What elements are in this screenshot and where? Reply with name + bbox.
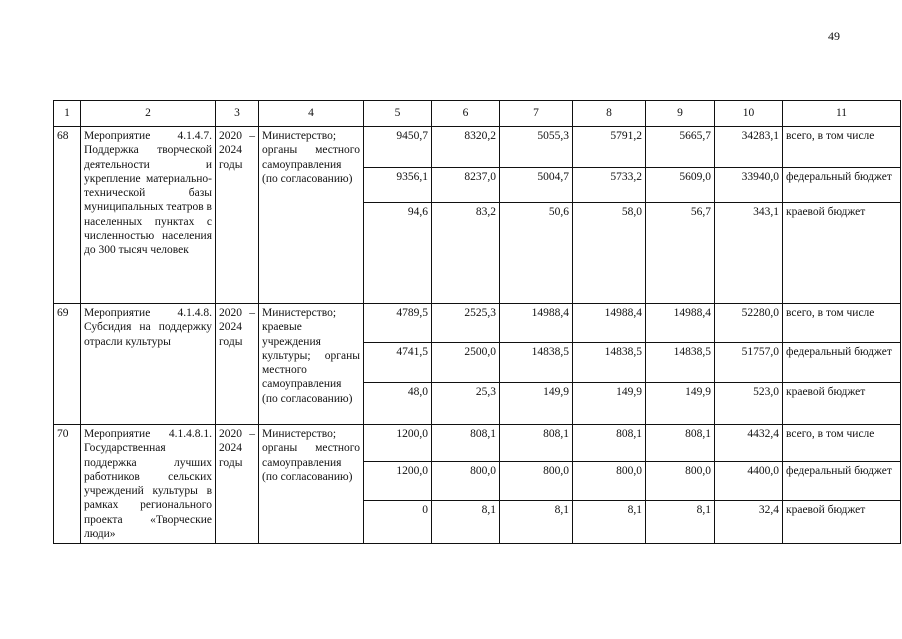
header-cell: 2 bbox=[81, 101, 216, 127]
funding-source: федеральный бюджет bbox=[783, 462, 901, 501]
funding-source: краевой бюджет bbox=[783, 383, 901, 425]
value-cell: 83,2 bbox=[432, 203, 500, 304]
value-total-cell: 51757,0 bbox=[715, 343, 783, 383]
value-cell: 58,0 bbox=[573, 203, 646, 304]
funding-source: федеральный бюджет bbox=[783, 343, 901, 383]
funding-source: всего, в том числе bbox=[783, 127, 901, 168]
event-name: Мероприятие 4.1.4.8.1. Государственная поддержка лучших работников сельских учреждений культуры в рамках регионального проекта «Творческие люди» bbox=[81, 425, 216, 544]
value-cell: 9450,7 bbox=[364, 127, 432, 168]
value-total-cell: 33940,0 bbox=[715, 168, 783, 203]
header-cell: 5 bbox=[364, 101, 432, 127]
funding-source: краевой бюджет bbox=[783, 501, 901, 544]
value-cell: 800,0 bbox=[646, 462, 715, 501]
executor: Министерство; органы местного самоуправления (по согласованию) bbox=[259, 127, 364, 304]
value-total-cell: 343,1 bbox=[715, 203, 783, 304]
value-cell: 14838,5 bbox=[500, 343, 573, 383]
period: 2020 – 2024 годы bbox=[216, 304, 259, 425]
value-cell: 2525,3 bbox=[432, 304, 500, 343]
table-row bbox=[54, 425, 901, 462]
header-row bbox=[54, 101, 901, 127]
value-cell: 808,1 bbox=[646, 425, 715, 462]
table-row bbox=[54, 127, 901, 168]
header-cell: 4 bbox=[259, 101, 364, 127]
value-cell: 8,1 bbox=[432, 501, 500, 544]
row-number: 70 bbox=[54, 425, 81, 544]
value-cell: 800,0 bbox=[573, 462, 646, 501]
value-cell: 8,1 bbox=[646, 501, 715, 544]
header-cell: 1 bbox=[54, 101, 81, 127]
value-cell: 149,9 bbox=[646, 383, 715, 425]
value-cell: 808,1 bbox=[432, 425, 500, 462]
executor: Министерство; краевые учреждения культуры; органы местного самоуправления (по согласованию) bbox=[259, 304, 364, 425]
funding-source: краевой бюджет bbox=[783, 203, 901, 304]
value-cell: 14988,4 bbox=[646, 304, 715, 343]
page-number: 49 bbox=[828, 29, 840, 43]
value-cell: 14838,5 bbox=[646, 343, 715, 383]
value-total-cell: 34283,1 bbox=[715, 127, 783, 168]
header-cell: 3 bbox=[216, 101, 259, 127]
value-total-cell: 52280,0 bbox=[715, 304, 783, 343]
header-cell: 11 bbox=[783, 101, 901, 127]
value-cell: 14988,4 bbox=[573, 304, 646, 343]
row-number: 68 bbox=[54, 127, 81, 304]
value-cell: 56,7 bbox=[646, 203, 715, 304]
value-cell: 14838,5 bbox=[573, 343, 646, 383]
event-name: Мероприятие 4.1.4.8. Субсидия на поддержку отрасли культуры bbox=[81, 304, 216, 425]
header-cell: 8 bbox=[573, 101, 646, 127]
value-cell: 5733,2 bbox=[573, 168, 646, 203]
funding-source: всего, в том числе bbox=[783, 425, 901, 462]
value-cell: 9356,1 bbox=[364, 168, 432, 203]
value-cell: 0 bbox=[364, 501, 432, 544]
header-cell: 10 bbox=[715, 101, 783, 127]
value-cell: 8237,0 bbox=[432, 168, 500, 203]
value-cell: 8320,2 bbox=[432, 127, 500, 168]
value-total-cell: 32,4 bbox=[715, 501, 783, 544]
funding-source: федеральный бюджет bbox=[783, 168, 901, 203]
event-name: Мероприятие 4.1.4.7. Поддержка творческой деятельности и укрепление материально-технической базы муниципальных театров в населенных пунктах с численностью населения до 300 тысяч человек bbox=[81, 127, 216, 304]
value-cell: 1200,0 bbox=[364, 425, 432, 462]
value-cell: 50,6 bbox=[500, 203, 573, 304]
header-cell: 9 bbox=[646, 101, 715, 127]
value-cell: 4789,5 bbox=[364, 304, 432, 343]
value-cell: 48,0 bbox=[364, 383, 432, 425]
budget-table bbox=[53, 100, 901, 544]
header-cell: 7 bbox=[500, 101, 573, 127]
value-cell: 4741,5 bbox=[364, 343, 432, 383]
value-cell: 1200,0 bbox=[364, 462, 432, 501]
value-cell: 8,1 bbox=[500, 501, 573, 544]
value-cell: 800,0 bbox=[500, 462, 573, 501]
value-cell: 25,3 bbox=[432, 383, 500, 425]
value-cell: 808,1 bbox=[500, 425, 573, 462]
period: 2020 – 2024 годы bbox=[216, 425, 259, 544]
funding-source: всего, в том числе bbox=[783, 304, 901, 343]
value-total-cell: 4400,0 bbox=[715, 462, 783, 501]
row-number: 69 bbox=[54, 304, 81, 425]
table-row bbox=[54, 304, 901, 343]
value-cell: 5791,2 bbox=[573, 127, 646, 168]
value-total-cell: 4432,4 bbox=[715, 425, 783, 462]
value-total-cell: 523,0 bbox=[715, 383, 783, 425]
value-cell: 5004,7 bbox=[500, 168, 573, 203]
value-cell: 800,0 bbox=[432, 462, 500, 501]
executor: Министерство; органы местного самоуправления (по согласованию) bbox=[259, 425, 364, 544]
value-cell: 14988,4 bbox=[500, 304, 573, 343]
value-cell: 94,6 bbox=[364, 203, 432, 304]
value-cell: 8,1 bbox=[573, 501, 646, 544]
value-cell: 808,1 bbox=[573, 425, 646, 462]
header-cell: 6 bbox=[432, 101, 500, 127]
value-cell: 5055,3 bbox=[500, 127, 573, 168]
value-cell: 5609,0 bbox=[646, 168, 715, 203]
period: 2020 – 2024 годы bbox=[216, 127, 259, 304]
value-cell: 149,9 bbox=[500, 383, 573, 425]
value-cell: 149,9 bbox=[573, 383, 646, 425]
value-cell: 2500,0 bbox=[432, 343, 500, 383]
value-cell: 5665,7 bbox=[646, 127, 715, 168]
